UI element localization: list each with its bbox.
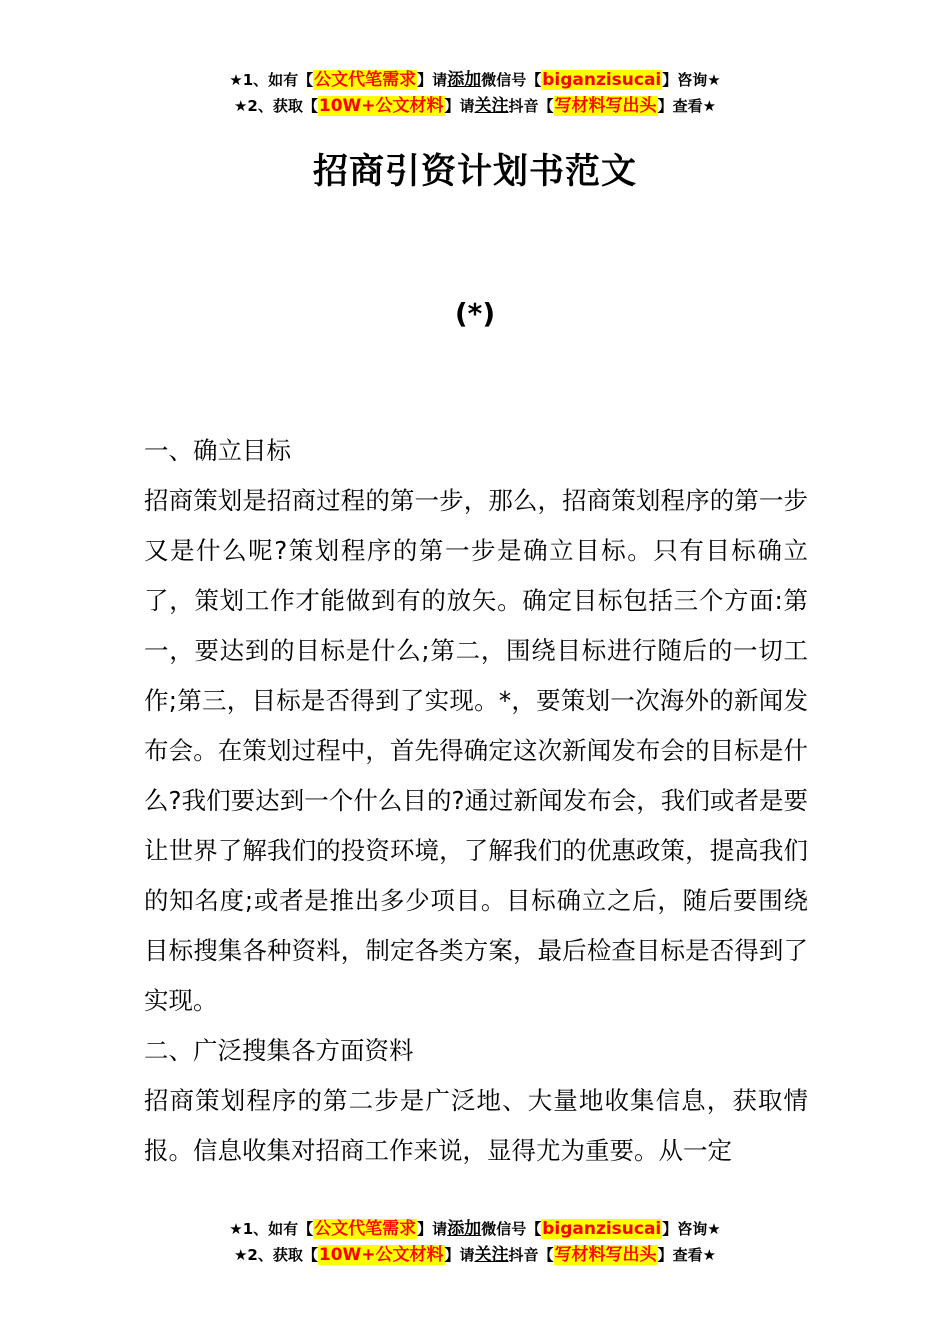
banner-text: 抖音【: [508, 97, 554, 115]
highlight-douyin-account: 写材料写出头: [554, 96, 657, 116]
highlight-materials: 10W+公文材料: [318, 96, 444, 116]
section-heading-2: 二、广泛搜集各方面资料: [144, 1036, 414, 1065]
highlight-service: 公文代笔需求: [314, 70, 417, 90]
header-banner: [0, 67, 950, 119]
banner-text: 】查看★: [657, 1246, 717, 1264]
banner-text: 】请: [444, 1246, 475, 1264]
highlight-service: 公文代笔需求: [314, 1219, 417, 1239]
banner-line-2: [0, 93, 950, 119]
banner-text: 】咨询★: [662, 71, 721, 89]
banner-text: 】请: [444, 97, 475, 115]
banner-text: 微信号【: [481, 71, 542, 89]
underlined-text: 关注: [474, 1245, 509, 1265]
highlight-wechat-id: biganzisucai: [542, 70, 662, 90]
banner-text: ★2、获取【: [233, 1246, 318, 1264]
document-subtitle: (*): [454, 297, 496, 330]
underlined-text: 添加: [447, 1219, 482, 1239]
banner-text: 】查看★: [657, 97, 717, 115]
highlight-materials: 10W+公文材料: [318, 1245, 444, 1265]
banner-text: 】请: [417, 1220, 448, 1238]
banner-text: 微信号【: [481, 1220, 542, 1238]
banner-text: 抖音【: [508, 1246, 554, 1264]
banner-text: 】请: [417, 71, 448, 89]
section-heading-1: 一、确立目标: [144, 436, 291, 465]
banner-text: ★1、如有【: [229, 1220, 314, 1238]
banner-text: 】咨询★: [662, 1220, 721, 1238]
banner-line-1: [0, 67, 950, 93]
document-title: 招商引资计划书范文: [312, 152, 637, 192]
banner-text: ★1、如有【: [229, 71, 314, 89]
banner-line-1: [0, 1216, 950, 1242]
underlined-text: 添加: [447, 70, 482, 90]
banner-line-2: [0, 1242, 950, 1268]
highlight-douyin-account: 写材料写出头: [554, 1245, 657, 1265]
document-body: [144, 426, 808, 1176]
banner-text: ★2、获取【: [233, 97, 318, 115]
section-paragraph-2: 招商策划程序的第二步是广泛地、大量地收集信息，获取情报。信息收集对招商工作来说，显得尤为重要。从一定: [144, 1086, 808, 1165]
section-paragraph-1: 招商策划是招商过程的第一步，那么，招商策划程序的第一步又是什么呢?策划程序的第一步是确立目标。只有目标确立了，策划工作才能做到有的放矢。确定目标包括三个方面:第一，要达到的目标是什么;第二，围绕目标进行随后的一切工作;第三，目标是否得到了实现。*，要策划一次海外的新闻发布会。在策划过程中，首先得确定这次新闻发布会的目标是什么?我们要达到一个什么目的?通过新闻发布会，我们或者是要让世界了解我们的投资环境，了解我们的优惠政策，提高我们的知名度;或者是推出多少项目。目标确立之后，随后要围绕目标搜集各种资料，制定各类方案，最后检查目标是否得到了实现。: [144, 486, 808, 1015]
underlined-text: 关注: [474, 96, 509, 116]
highlight-wechat-id: biganzisucai: [542, 1219, 662, 1239]
footer-banner: [0, 1216, 950, 1268]
